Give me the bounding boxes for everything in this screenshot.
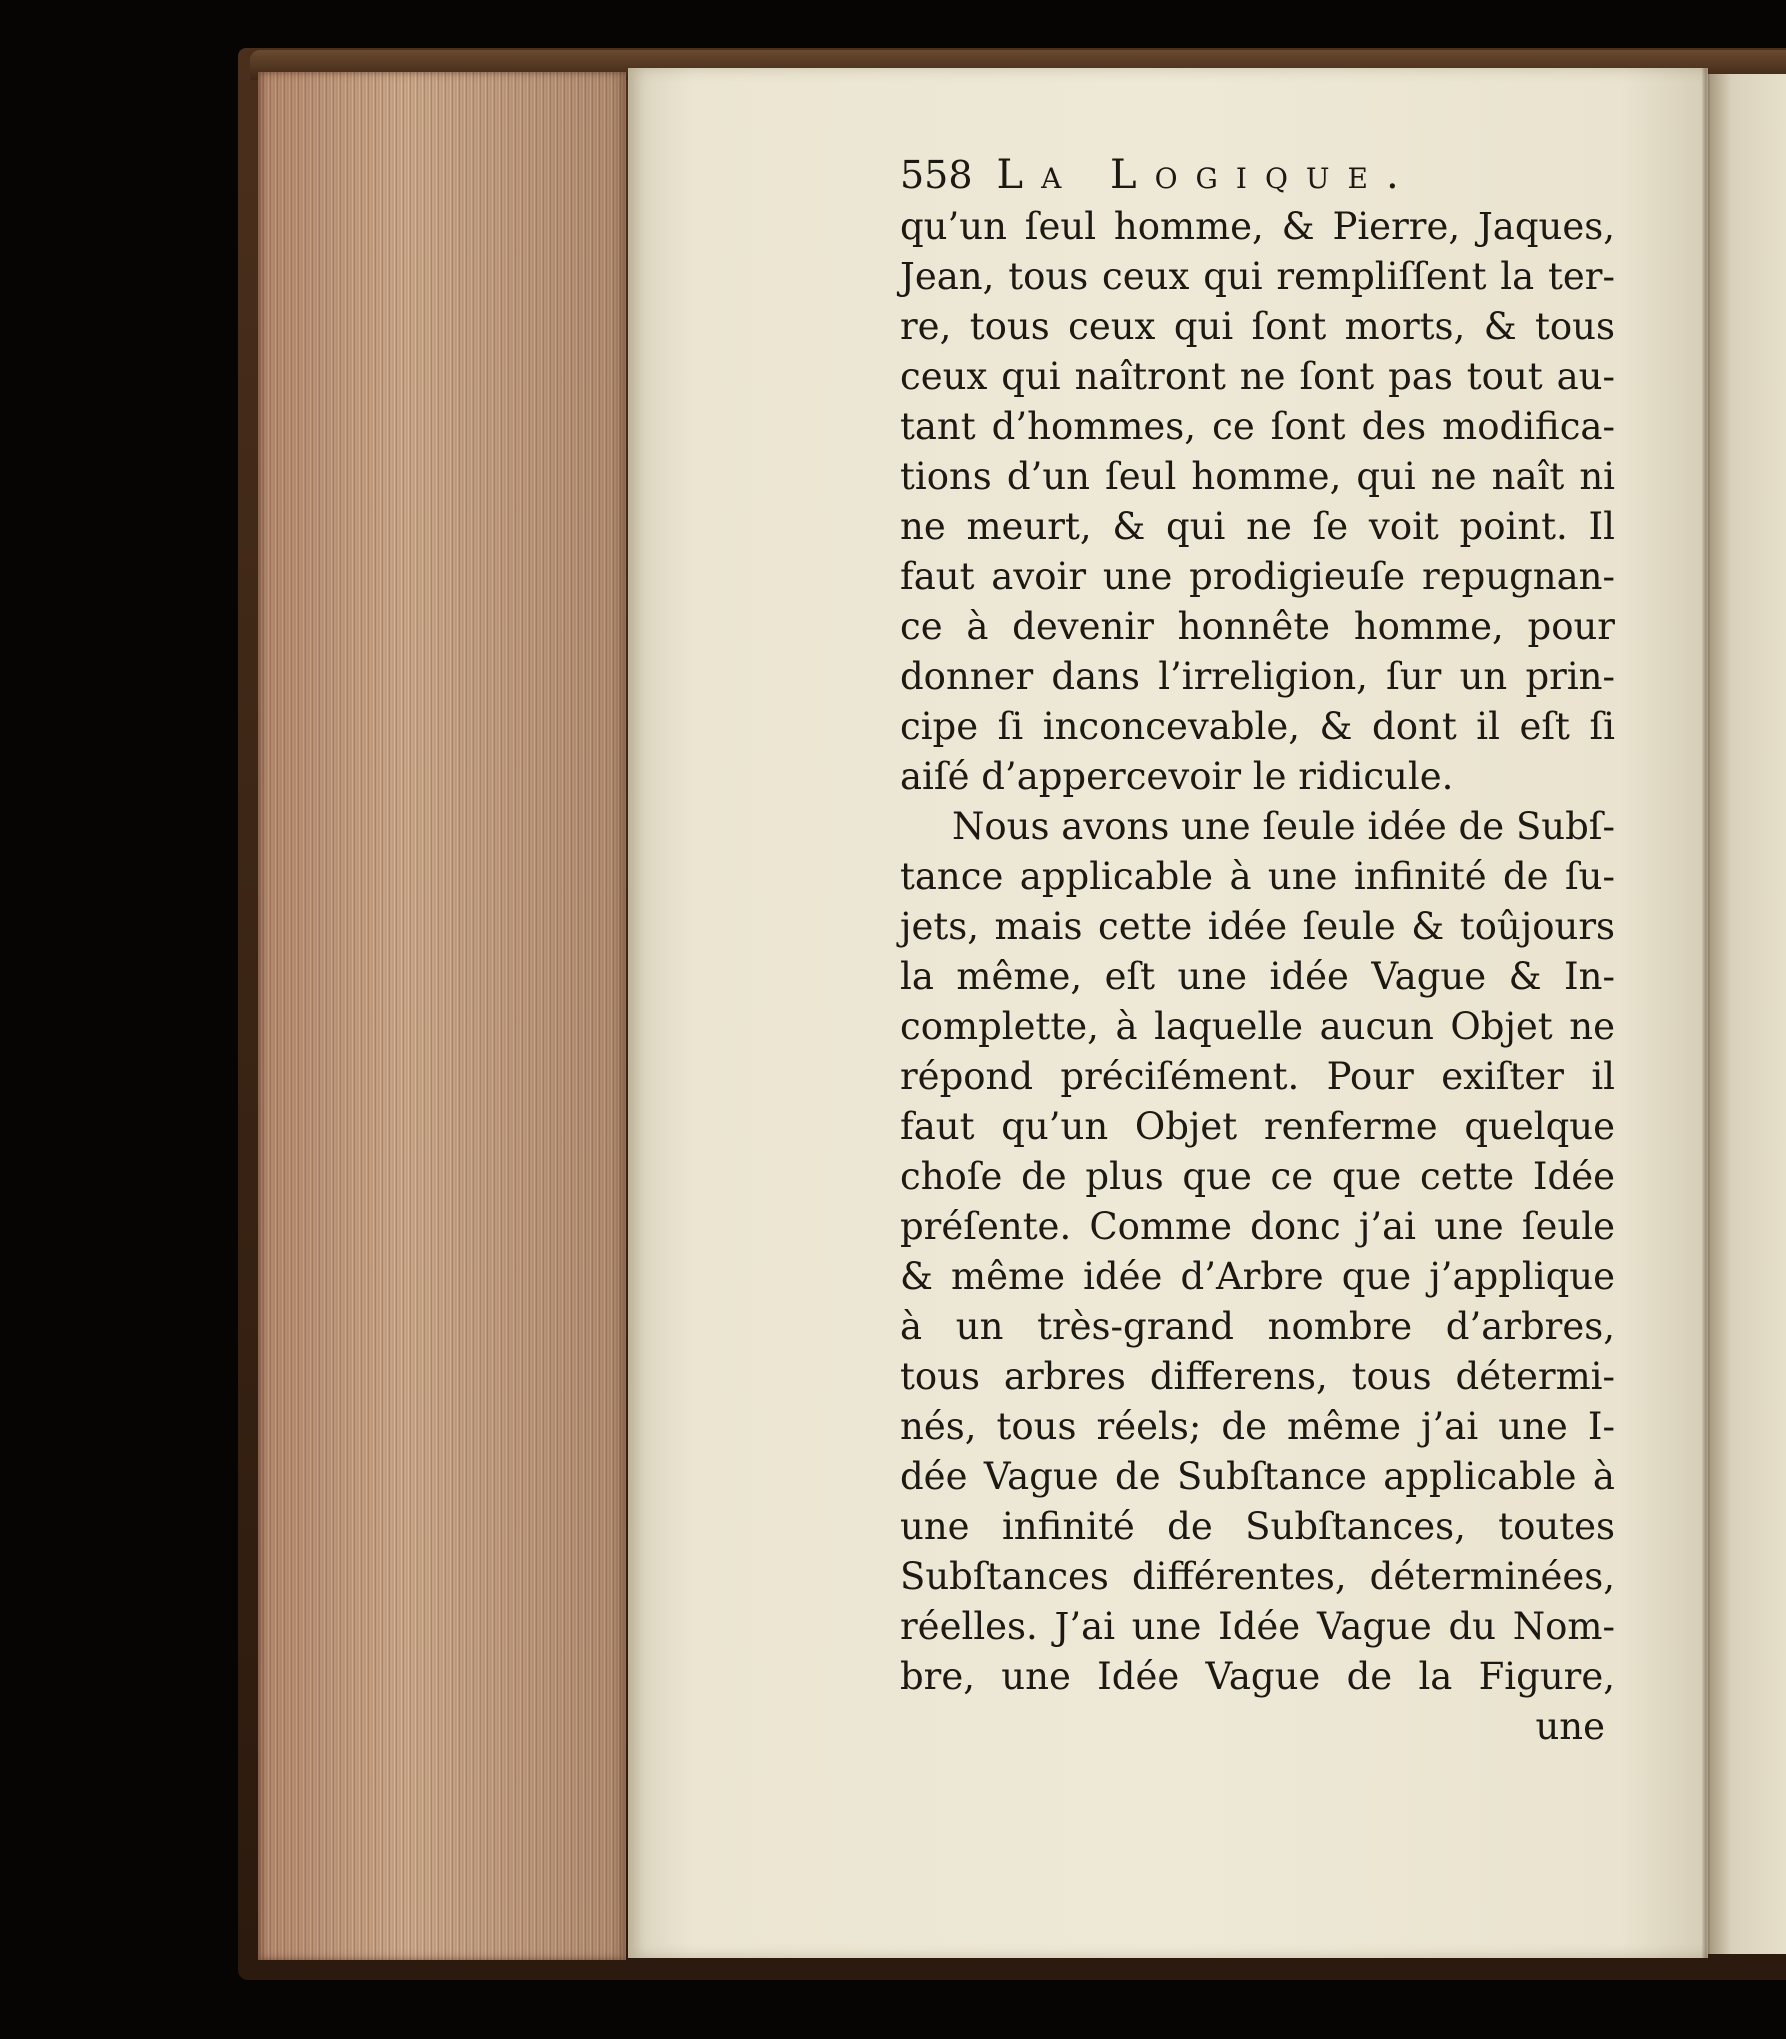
text-line: ce à devenir honnête homme, pour xyxy=(900,605,1615,648)
text-line: aiſé d’appercevoir le ridicule. xyxy=(900,755,1454,798)
page-number: 558 xyxy=(900,153,973,197)
text-line: qu’un ſeul homme, & Pierre, Jaques, xyxy=(900,205,1615,248)
text-line: répond préciſément. Pour exiſter il xyxy=(900,1055,1615,1098)
text-line: complette, à laquelle aucun Objet ne xyxy=(900,1005,1615,1048)
text-line: préſente. Comme donc j’ai une ſeule xyxy=(900,1205,1615,1248)
text-line: tous arbres differens, tous détermi- xyxy=(900,1355,1615,1398)
text-line: & même idée d’Arbre que j’applique xyxy=(900,1255,1615,1298)
running-title: La Logique. xyxy=(996,152,1417,198)
text-line: tions d’un ſeul homme, qui ne naît ni xyxy=(900,455,1615,498)
catchword-text: une xyxy=(1535,1705,1605,1748)
text-line: la même, eſt une idée Vague & In- xyxy=(900,955,1615,998)
text-line: ceux qui naîtront ne ſont pas tout au- xyxy=(900,355,1615,398)
text-line: jets, mais cette idée ſeule & toûjours xyxy=(900,905,1615,948)
catchword xyxy=(900,1702,1615,1752)
running-head xyxy=(900,150,1615,202)
text-line: faut qu’un Objet renferme quelque xyxy=(900,1105,1615,1148)
text-line: faut avoir une prodigieuſe repugnan- xyxy=(900,555,1615,598)
text-line: tant d’hommes, ce ſont des modifica- xyxy=(900,405,1615,448)
text-line: Nous avons une ſeule idée de Subſ- xyxy=(952,805,1615,848)
page-block-edge xyxy=(258,72,626,1960)
text-line: dée Vague de Subſtance applicable à xyxy=(900,1455,1615,1498)
text-line: nés, tous réels; de même j’ai une I- xyxy=(900,1405,1615,1448)
text-line: bre, une Idée Vague de la Figure, xyxy=(900,1655,1615,1698)
page-gutter xyxy=(1702,68,1710,1958)
text-line: tance applicable à une infinité de ſu- xyxy=(900,855,1615,898)
text-line: à un très-grand nombre d’arbres, xyxy=(900,1305,1615,1348)
text-line: une infinité de Subſtances, toutes xyxy=(900,1505,1615,1548)
text-line: Jean, tous ceux qui rempliſſent la ter- xyxy=(900,255,1615,298)
text-line: donner dans l’irreligion, ſur un prin- xyxy=(900,655,1615,698)
next-page-sliver xyxy=(1708,74,1786,1954)
text-line: Subſtances différentes, déterminées, xyxy=(900,1555,1615,1598)
text-line: réelles. J’ai une Idée Vague du Nom- xyxy=(900,1605,1615,1648)
text-line: ne meurt, & qui ne ſe voit point. Il xyxy=(900,505,1615,548)
text-line: choſe de plus que ce que cette Idée xyxy=(900,1155,1615,1198)
text-line: cipe ſi inconcevable, & dont il eſt ſi xyxy=(900,705,1615,748)
text-block xyxy=(900,150,1615,1752)
text-line: re, tous ceux qui ſont morts, & tous xyxy=(900,305,1615,348)
